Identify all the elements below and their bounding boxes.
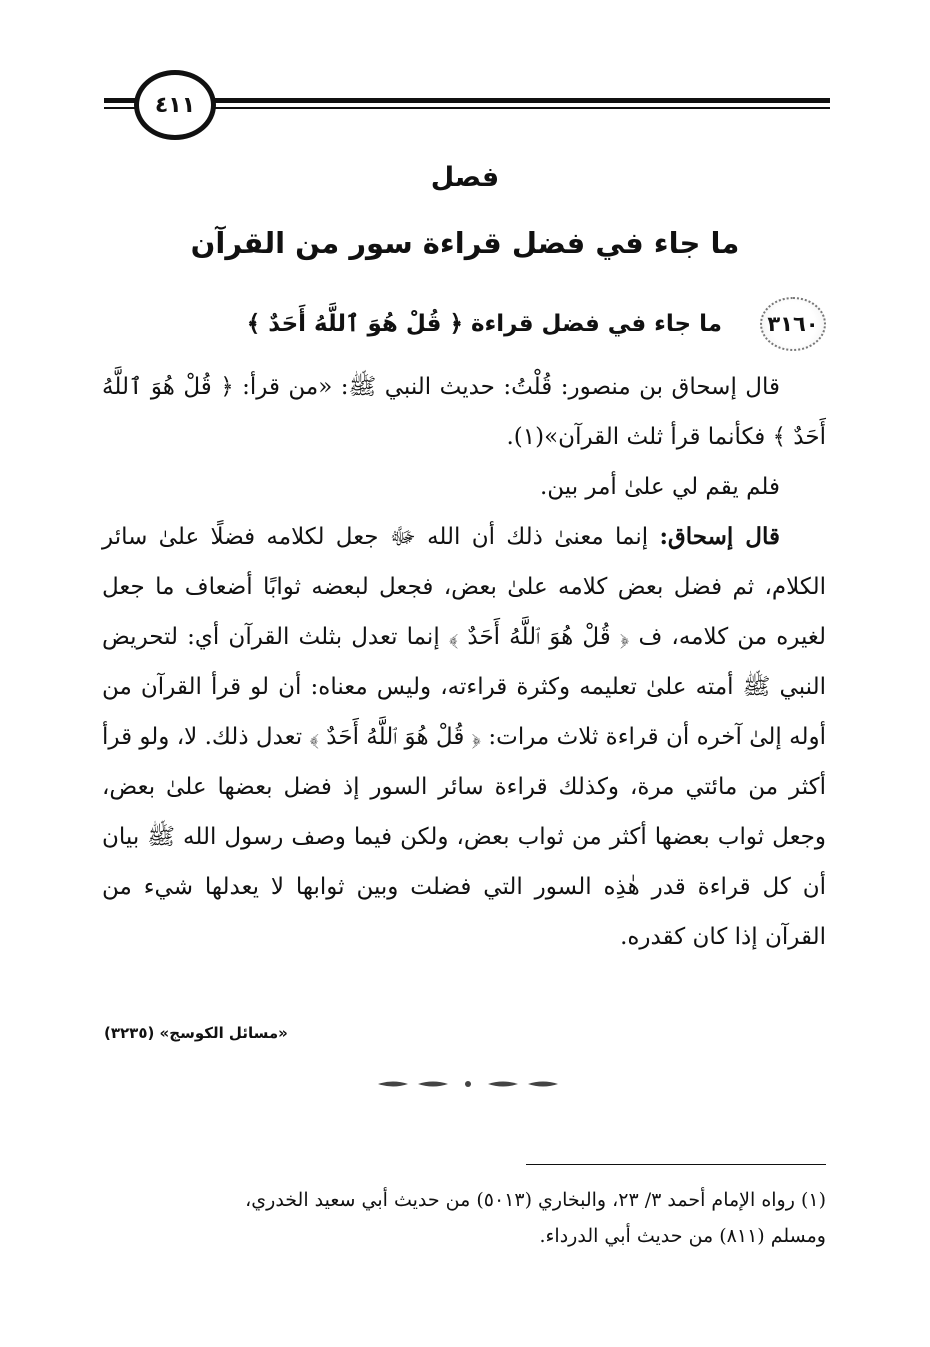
chapter-heading: ما جاء في فضل قراءة سور من القرآن	[190, 226, 740, 260]
explanation-text: إنما معنىٰ ذلك أن الله ﷻ جعل لكلامه فضلًا علىٰ سائر الكلام، ثم فضل بعض كلامه علىٰ بعض، فجعل لبعضه ثوابًا أضعاف ما جعل لغيره من كلامه، ف ﴿ قُلْ هُوَ ٱللَّهُ أَحَدٌ ﴾ إنما تعدل بثلث القرآن أي: لتحريض النبي ﷺ أمته علىٰ تعليمه وكثرة قراءته، وليس معناه: أن لو قرأ القرآن من أوله إلىٰ آخره أن قراءة ثلاث مرات: ﴿ قُلْ هُوَ ٱللَّهُ أَحَدٌ ﴾ تعدل ذلك. لا، ولو قرأ أكثر من مائتي مرة، وكذلك قراءة سائر السور إذ فضل بعضها علىٰ بعض، وجعل ثواب بعضها أكثر من ثواب بعض، ولكن فيما وصف رسول الله ﷺ بيان أن كل قراءة قدر هٰذِه السور التي فضلت وبين ثوابها لا يعدلها شيء من القرآن إذا كان كقدره.	[102, 524, 826, 950]
entry-number-badge: ٣١٦٠	[760, 297, 826, 351]
paragraph-hadith: قال إسحاق بن منصور: قُلْتُ: حديث النبي ﷺ: «من قرأ: ﴿ قُلْ هُوَ ٱللَّهُ أَحَدٌ ﴾ فكأنما قرأ ثلث القرآن»(١).	[102, 374, 826, 450]
footnote-line: (١) رواه الإمام أحمد ٣/ ٢٣، والبخاري (٥٠١٣) من حديث أبي سعيد الخدري،	[245, 1189, 826, 1211]
body-text	[102, 362, 826, 962]
source-citation: «مسائل الكوسج» (٣٢٣٥)	[104, 1024, 288, 1042]
section-heading: فصل	[430, 162, 500, 193]
page-number: ٤١١	[134, 70, 216, 140]
entry-header	[104, 296, 826, 352]
speaker-label: قال إسحاق:	[659, 523, 780, 550]
footnote-rule	[526, 1164, 826, 1165]
entry-title: ما جاء في فضل قراءة ﴿ قُلْ هُوَ ٱللَّهُ أَحَدٌ ﴾	[246, 311, 722, 337]
paragraph-explanation	[102, 512, 826, 962]
page-header	[104, 70, 830, 134]
ornament-divider	[368, 1078, 568, 1090]
footnote	[102, 1182, 826, 1254]
footnote-line: ومسلم (٨١١) من حديث أبي الدرداء.	[539, 1225, 826, 1247]
paragraph-comment: فلم يقم لي علىٰ أمر بين.	[539, 474, 780, 500]
